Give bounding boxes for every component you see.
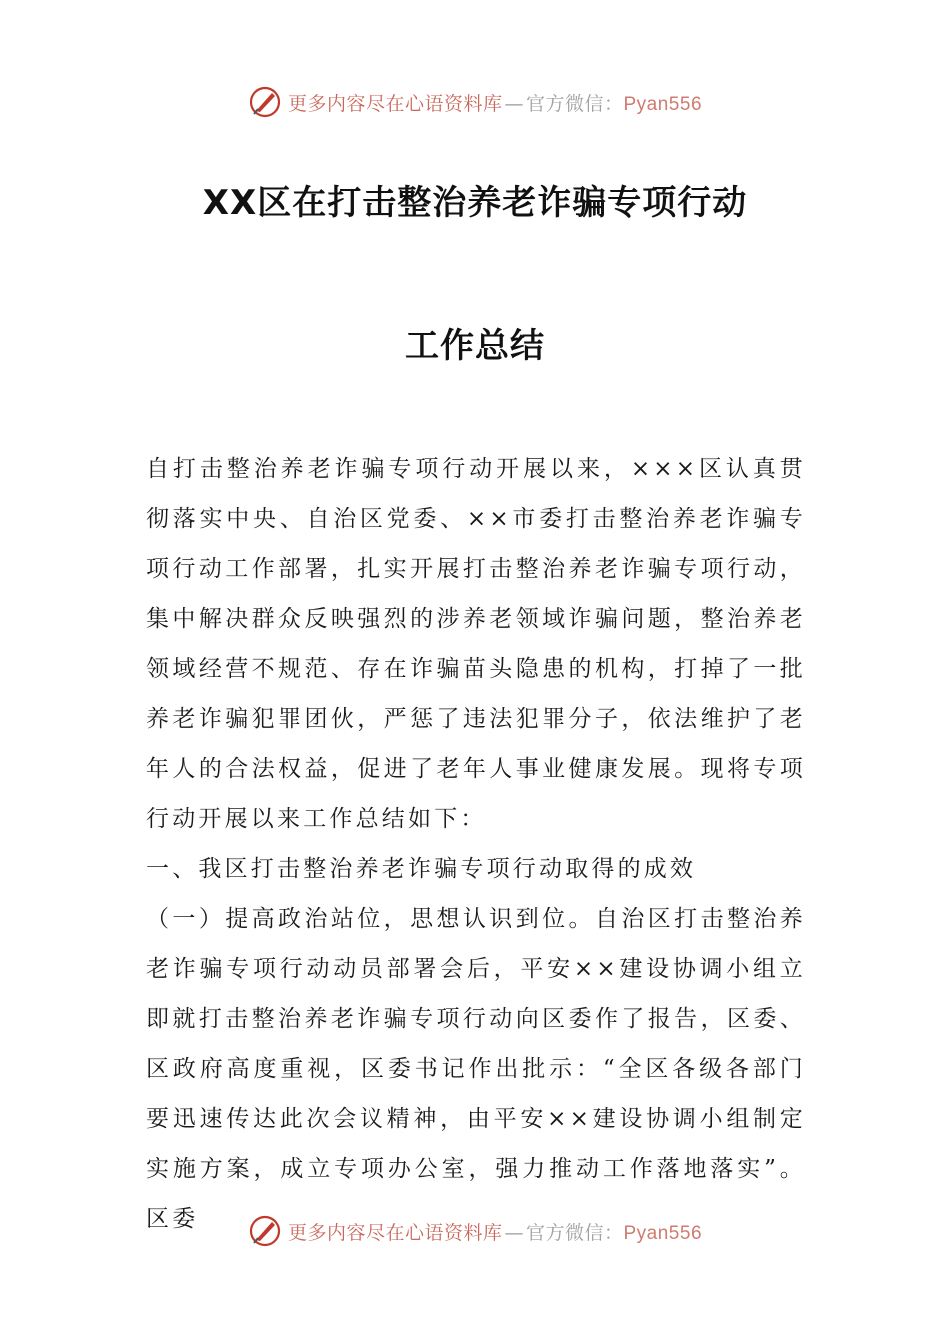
body-paragraph: （一）提高政治站位，思想认识到位。自治区打击整治养老诈骗专项行动动员部署会后，平安××建设协调小组立即就打击整治养老诈骗专项行动向区委作了报告，区委、区政府高度重视，区委书记作出批示：“全区各级各部门要迅速传达此次会议精神，由平安××建设协调小组制定实施方案，成立专项办公室，强力推动工作落地落实”。区委 — [146, 906, 806, 1232]
header-watermark-banner — [0, 84, 950, 120]
quill-logo-icon — [248, 85, 282, 119]
watermark-text: 更多内容尽在心语资料库 — 官方微信：Pyan556 — [287, 1221, 703, 1244]
section-heading: 一、我区打击整治养老诈骗专项行动取得的成效 — [146, 856, 697, 882]
footer-watermark-banner — [0, 1213, 950, 1249]
document-body — [146, 444, 806, 1244]
document-title-line-1: XX区在打击整治养老诈骗专项行动 — [202, 183, 748, 223]
document-title-line-2: 工作总结 — [405, 326, 545, 366]
body-paragraph: 自打击整治养老诈骗专项行动开展以来，×××区认真贯彻落实中央、自治区党委、××市委打击整治养老诈骗专项行动工作部署，扎实开展打击整治养老诈骗专项行动，集中解决群众反映强烈的涉养老领域诈骗问题，整治养老领域经营不规范、存在诈骗苗头隐患的机构，打掉了一批养老诈骗犯罪团伙，严惩了违法犯罪分子，依法维护了老年人的合法权益，促进了老年人事业健康发展。现将专项行动开展以来工作总结如下： — [146, 456, 806, 832]
quill-logo-icon — [248, 1214, 282, 1248]
watermark-text: 更多内容尽在心语资料库 — 官方微信：Pyan556 — [287, 92, 703, 115]
